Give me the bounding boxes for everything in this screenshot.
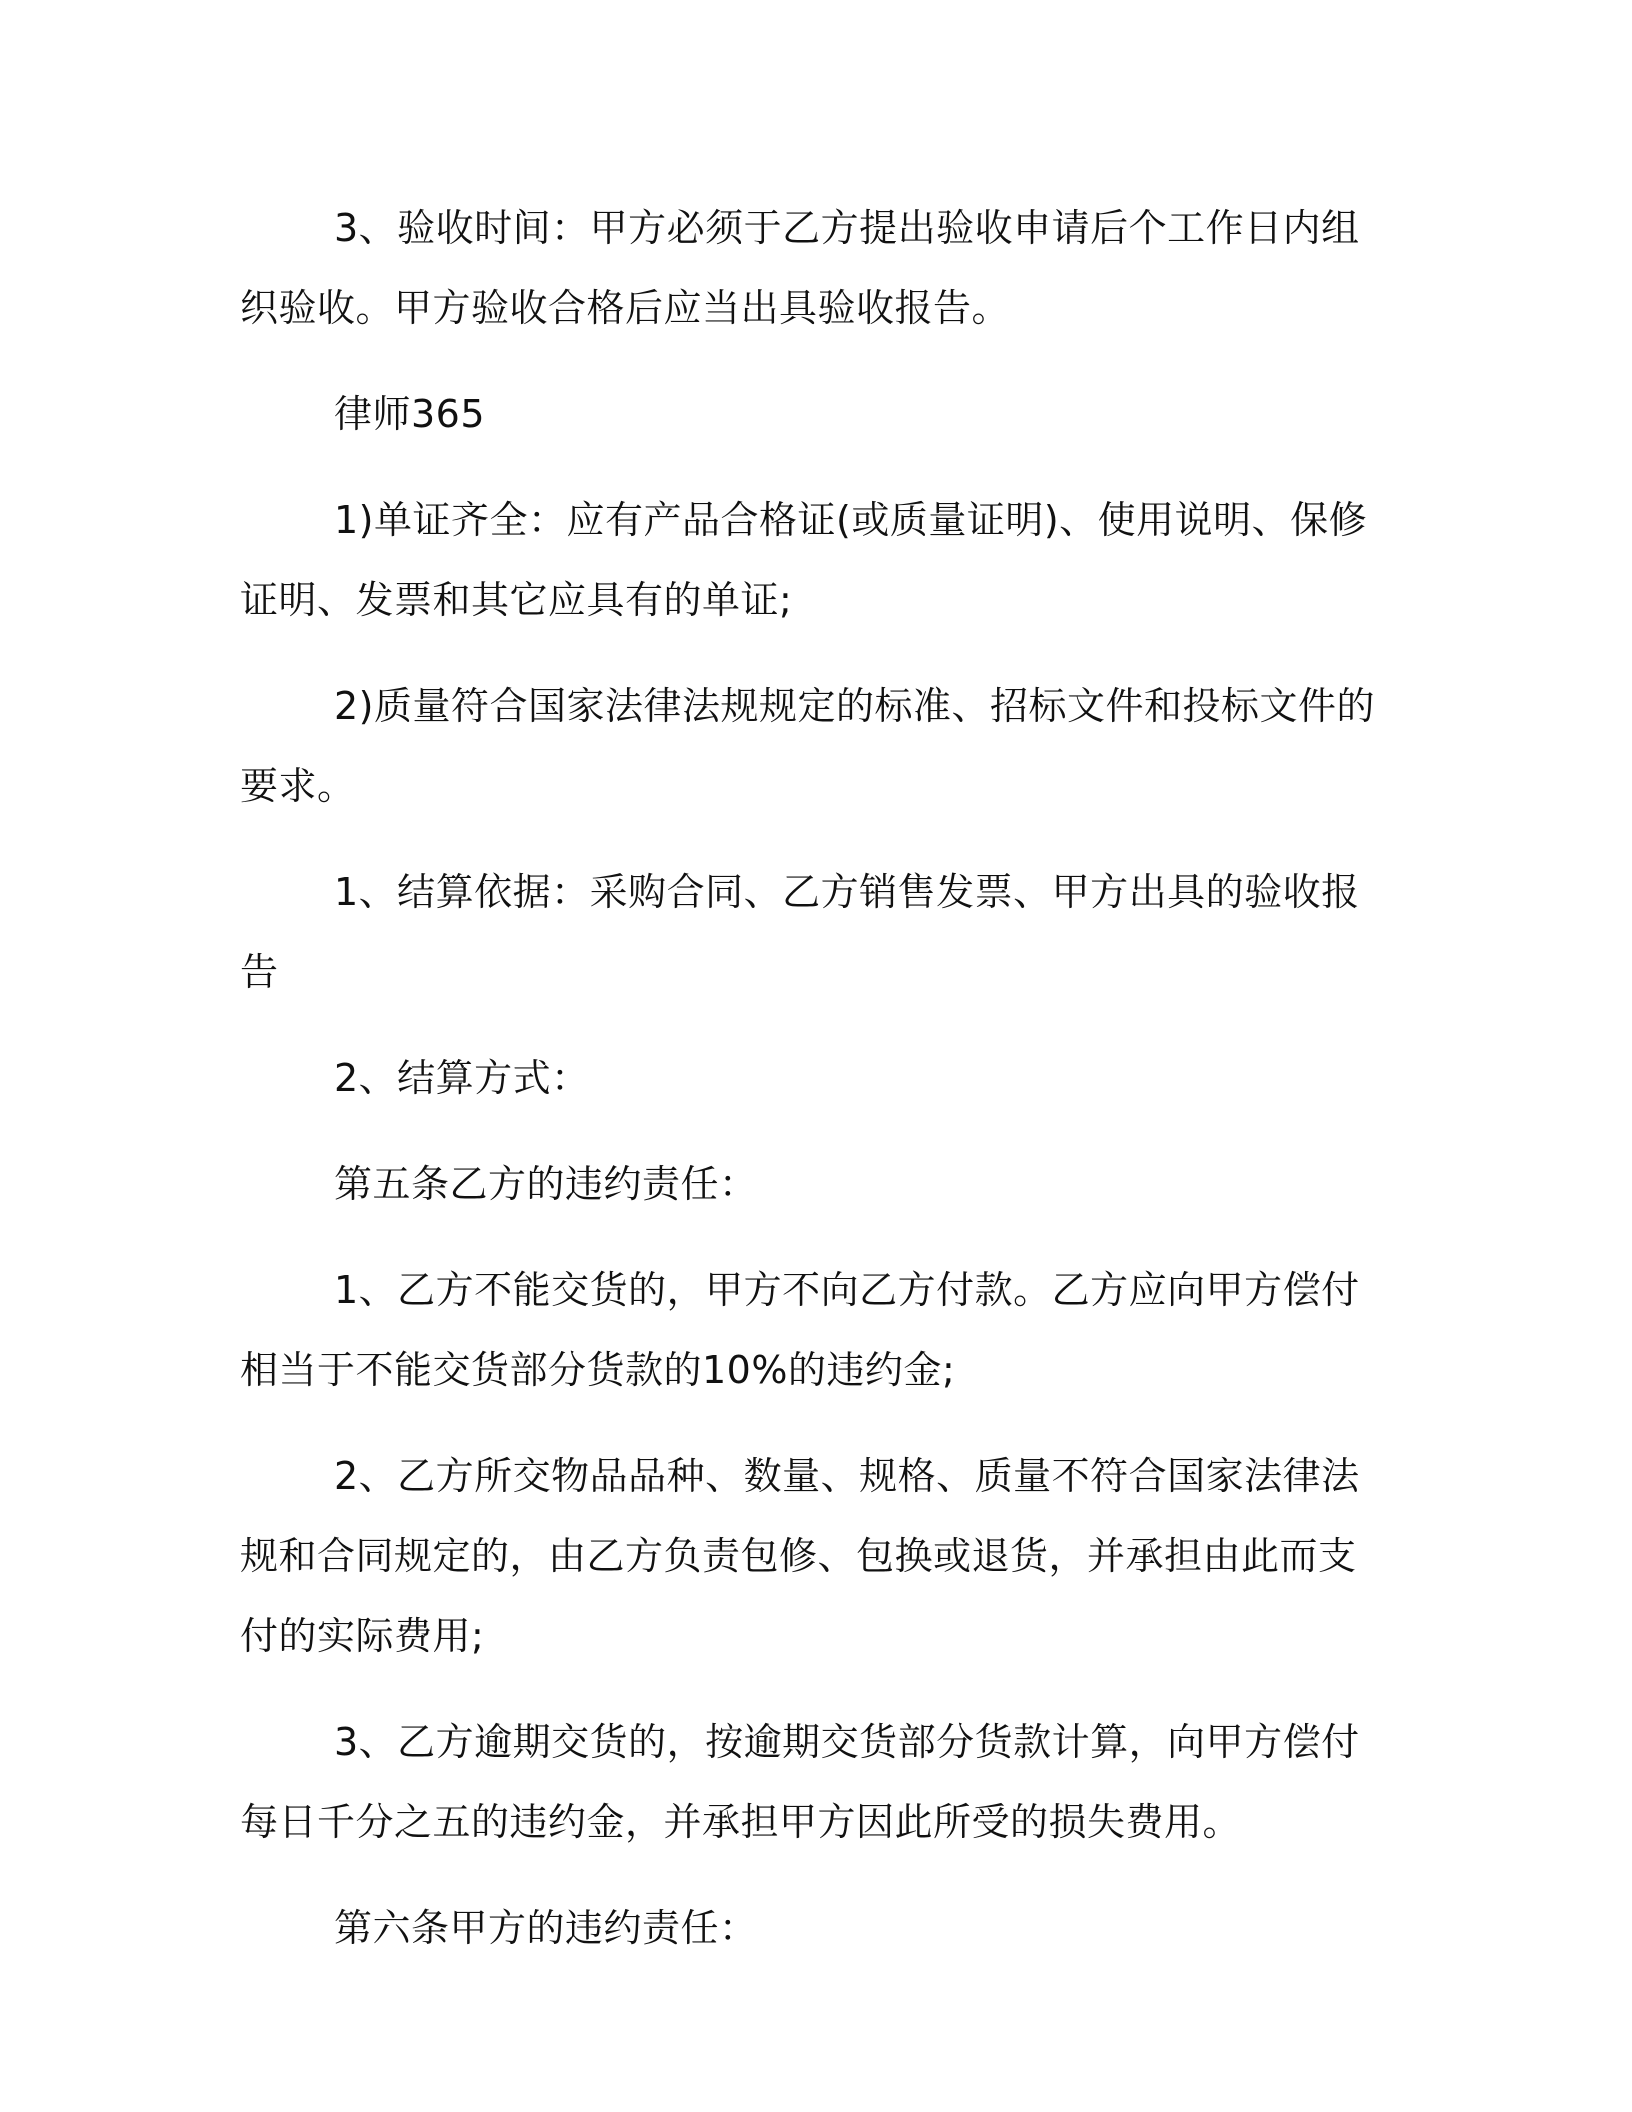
article-six-heading: 第六条甲方的违约责任： [334,1906,758,1950]
document-body [240,188,1380,1968]
paragraph-documents-complete: 1)单证齐全：应有产品合格证(或质量证明)、使用说明、保修证明、发票和其它应具有的单证; [240,498,1368,622]
paragraph-settlement-basis: 1、结算依据：采购合同、乙方销售发票、甲方出具的验收报告 [240,870,1360,994]
article-five-heading: 第五条乙方的违约责任： [334,1162,758,1206]
paragraph-no-delivery: 1、乙方不能交货的，甲方不向乙方付款。乙方应向甲方偿付相当于不能交货部分货款的10%的违约金; [240,1268,1360,1392]
paragraph-settlement-method: 2、结算方式： [334,1056,590,1100]
paragraph-acceptance-time: 3、验收时间：甲方必须于乙方提出验收申请后个工作日内组织验收。甲方验收合格后应当出具验收报告。 [240,206,1360,330]
paragraph-late-delivery: 3、乙方逾期交货的，按逾期交货部分货款计算，向甲方偿付每日千分之五的违约金，并承担甲方因此所受的损失费用。 [240,1720,1360,1844]
paragraph-nonconforming-goods: 2、乙方所交物品品种、数量、规格、质量不符合国家法律法规和合同规定的，由乙方负责包修、包换或退货，并承担由此而支付的实际费用; [240,1454,1360,1658]
paragraph-quality-standard: 2)质量符合国家法律法规规定的标准、招标文件和投标文件的要求。 [240,684,1376,808]
paragraph-lawyer-365: 律师365 [334,392,486,436]
